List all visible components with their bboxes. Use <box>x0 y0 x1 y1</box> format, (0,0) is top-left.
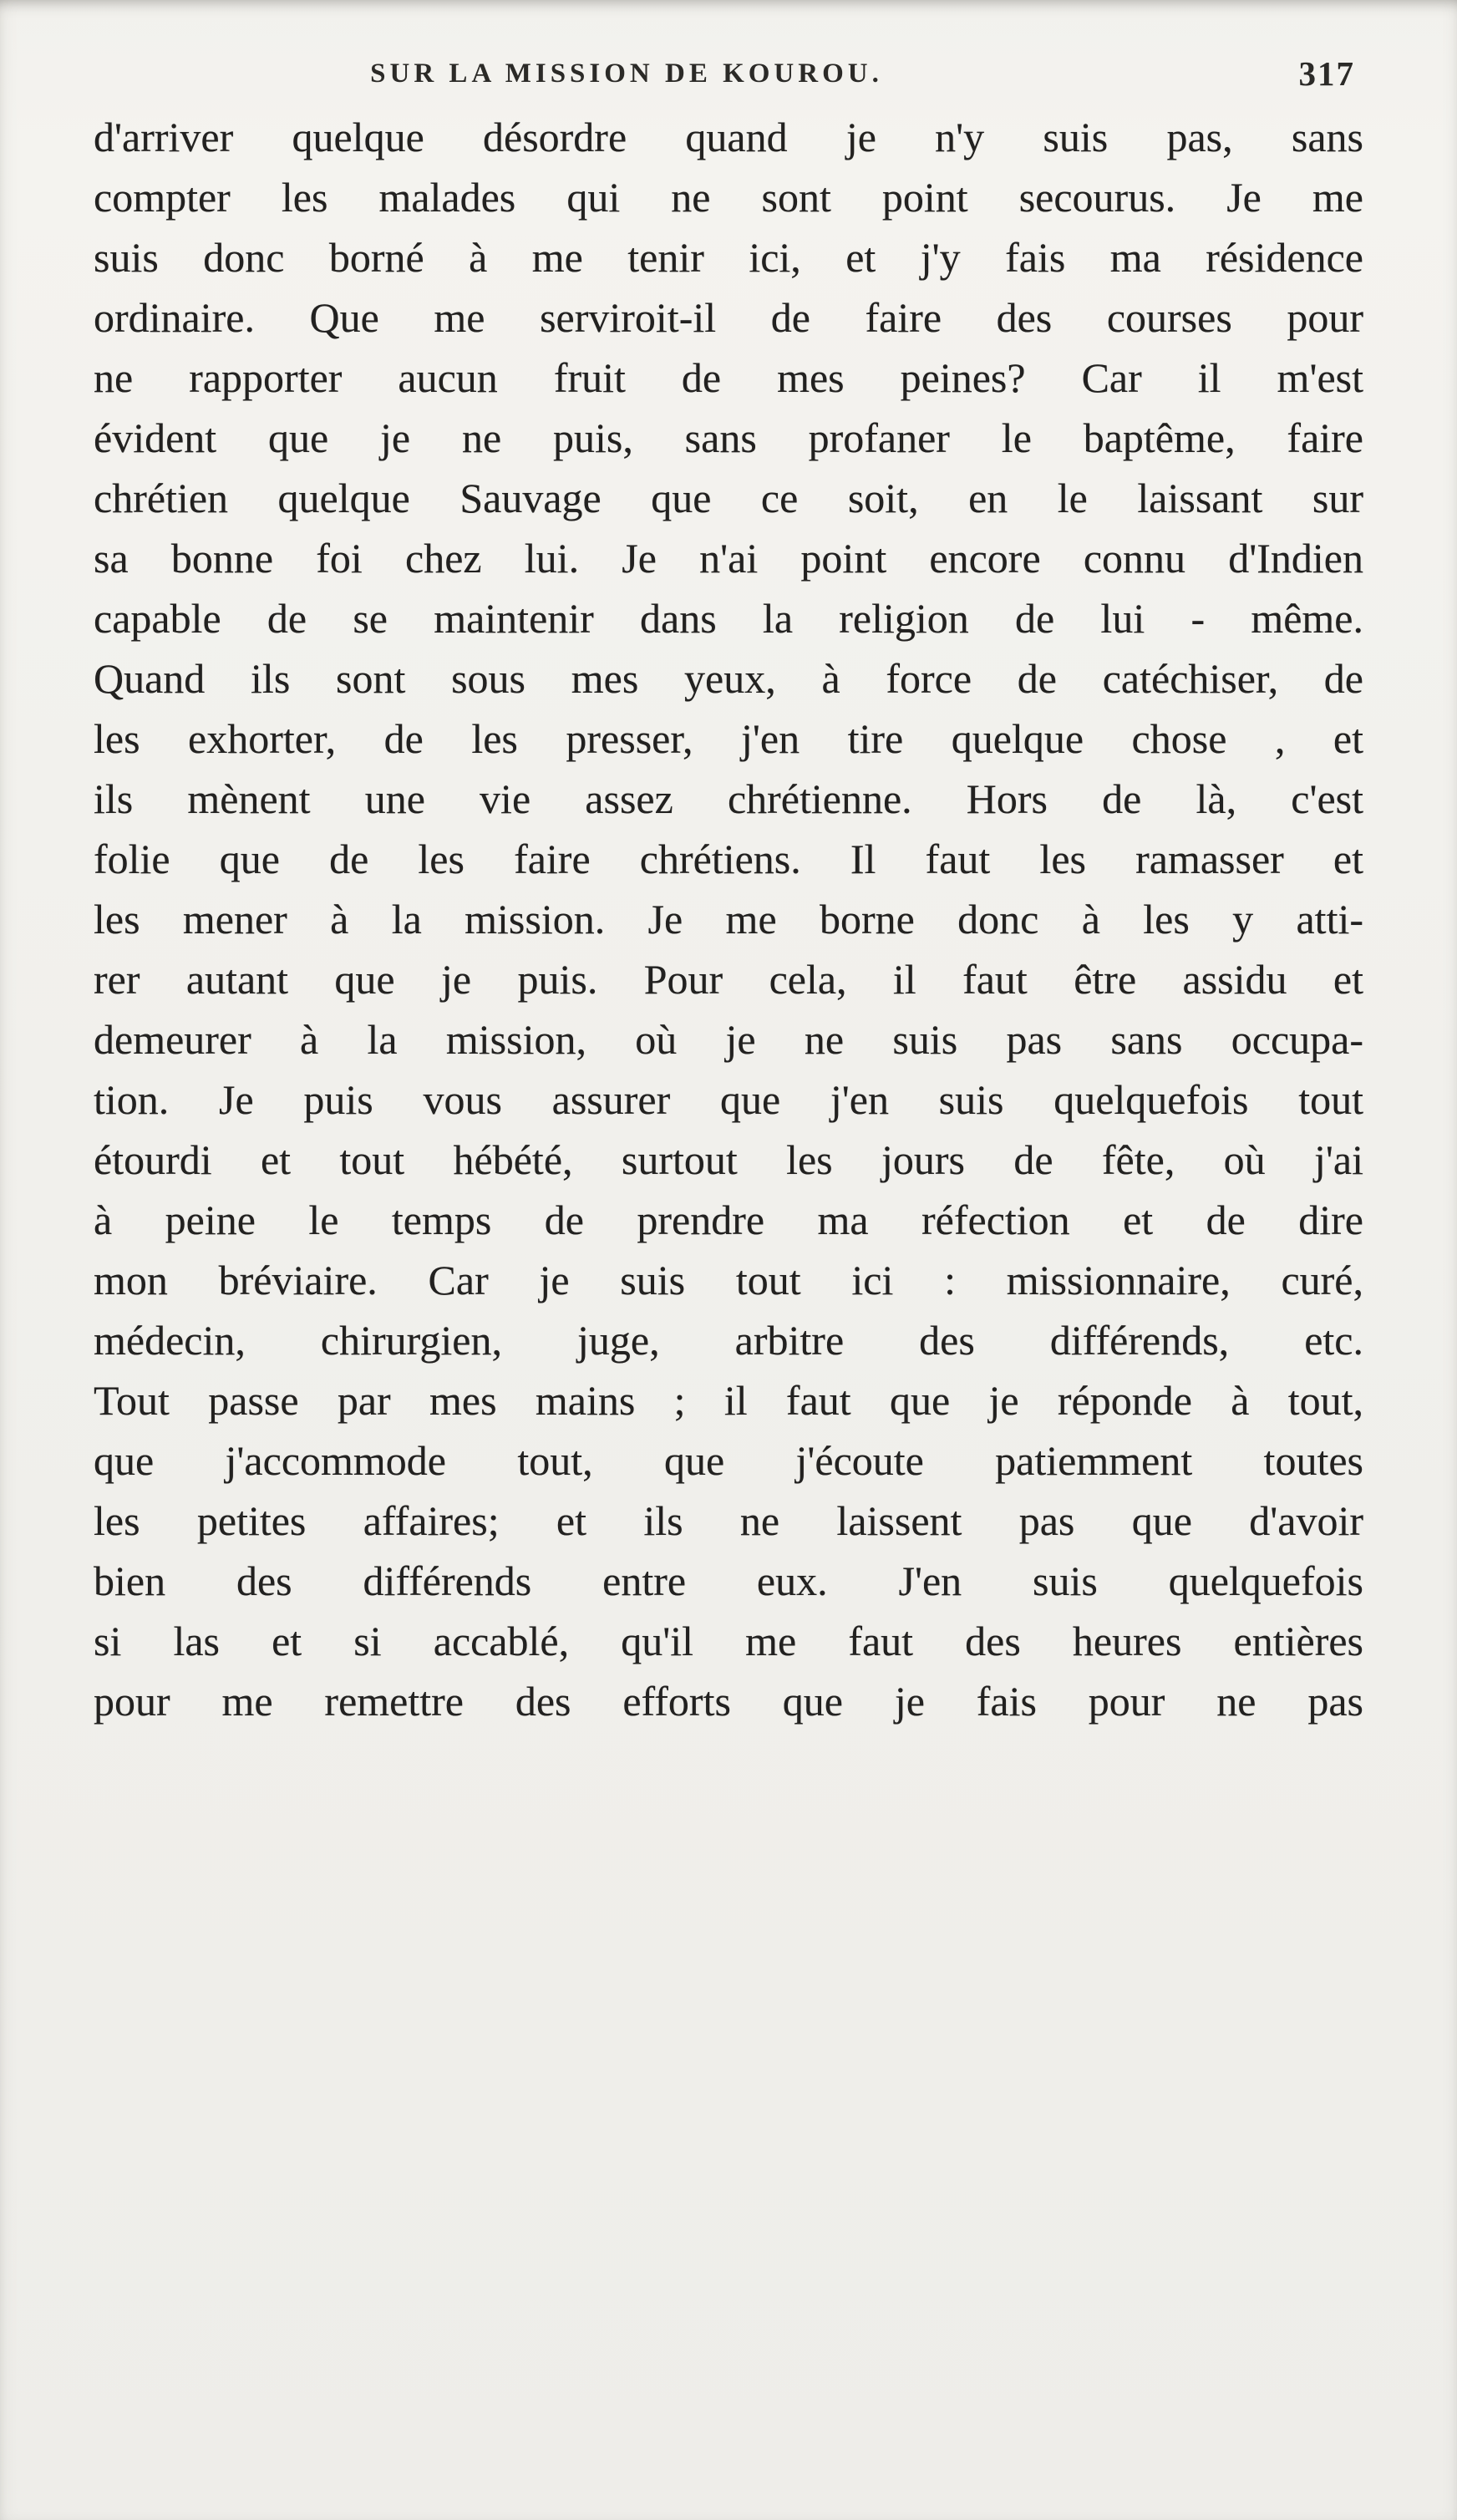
running-head <box>94 53 1358 95</box>
text-line: les petites affaires; et ils ne laissent pas que d'avoir <box>94 1497 1363 1544</box>
text-line: ordinaire. Que me serviroit-il de faire des courses pour <box>94 294 1363 341</box>
running-title: SUR LA MISSION DE KOUROU. <box>370 58 883 89</box>
body-text-block <box>94 107 1363 1731</box>
text-line: médecin, chirurgien, juge, arbitre des différends, etc. <box>94 1317 1363 1364</box>
text-line: sa bonne foi chez lui. Je n'ai point encore connu d'Indien <box>94 535 1363 582</box>
text-line: rer autant que je puis. Pour cela, il faut être assidu et <box>94 956 1363 1003</box>
text-line: ne rapporter aucun fruit de mes peines? Car il m'est <box>94 354 1363 401</box>
text-line: d'arriver quelque désordre quand je n'y suis pas, sans <box>94 114 1363 160</box>
text-line: capable de se maintenir dans la religion de lui - même. <box>94 595 1363 642</box>
text-line: évident que je ne puis, sans profaner le baptême, faire <box>94 414 1363 461</box>
page-number: 317 <box>1298 54 1355 93</box>
text-line: compter les malades qui ne sont point secourus. Je me <box>94 174 1363 221</box>
text-line: folie que de les faire chrétiens. Il faut les ramasser et <box>94 836 1363 882</box>
text-line: que j'accommode tout, que j'écoute patiemment toutes <box>94 1437 1363 1484</box>
text-line: pour me remettre des efforts que je fais pour ne pas <box>94 1678 1363 1725</box>
text-line: suis donc borné à me tenir ici, et j'y fais ma résidence <box>94 234 1363 281</box>
text-line: ils mènent une vie assez chrétienne. Hors de là, c'est <box>94 775 1363 822</box>
text-line: bien des différends entre eux. J'en suis quelquefois <box>94 1557 1363 1604</box>
text-line: les mener à la mission. Je me borne donc à les y atti- <box>94 896 1363 942</box>
text-line: si las et si accablé, qu'il me faut des heures entières <box>94 1618 1363 1664</box>
text-line: les exhorter, de les presser, j'en tire quelque chose , et <box>94 715 1363 762</box>
text-line: mon bréviaire. Car je suis tout ici : missionnaire, curé, <box>94 1257 1363 1303</box>
text-line: à peine le temps de prendre ma réfection et de dire <box>94 1196 1363 1243</box>
text-line: tion. Je puis vous assurer que j'en suis quelquefois tout <box>94 1076 1363 1123</box>
text-line: étourdi et tout hébété, surtout les jours de fête, où j'ai <box>94 1136 1363 1183</box>
text-line: Tout passe par mes mains ; il faut que je réponde à tout, <box>94 1377 1363 1424</box>
text-line: demeurer à la mission, où je ne suis pas sans occupa- <box>94 1016 1363 1063</box>
text-line: chrétien quelque Sauvage que ce soit, en le laissant sur <box>94 475 1363 521</box>
text-line: Quand ils sont sous mes yeux, à force de catéchiser, de <box>94 655 1363 702</box>
